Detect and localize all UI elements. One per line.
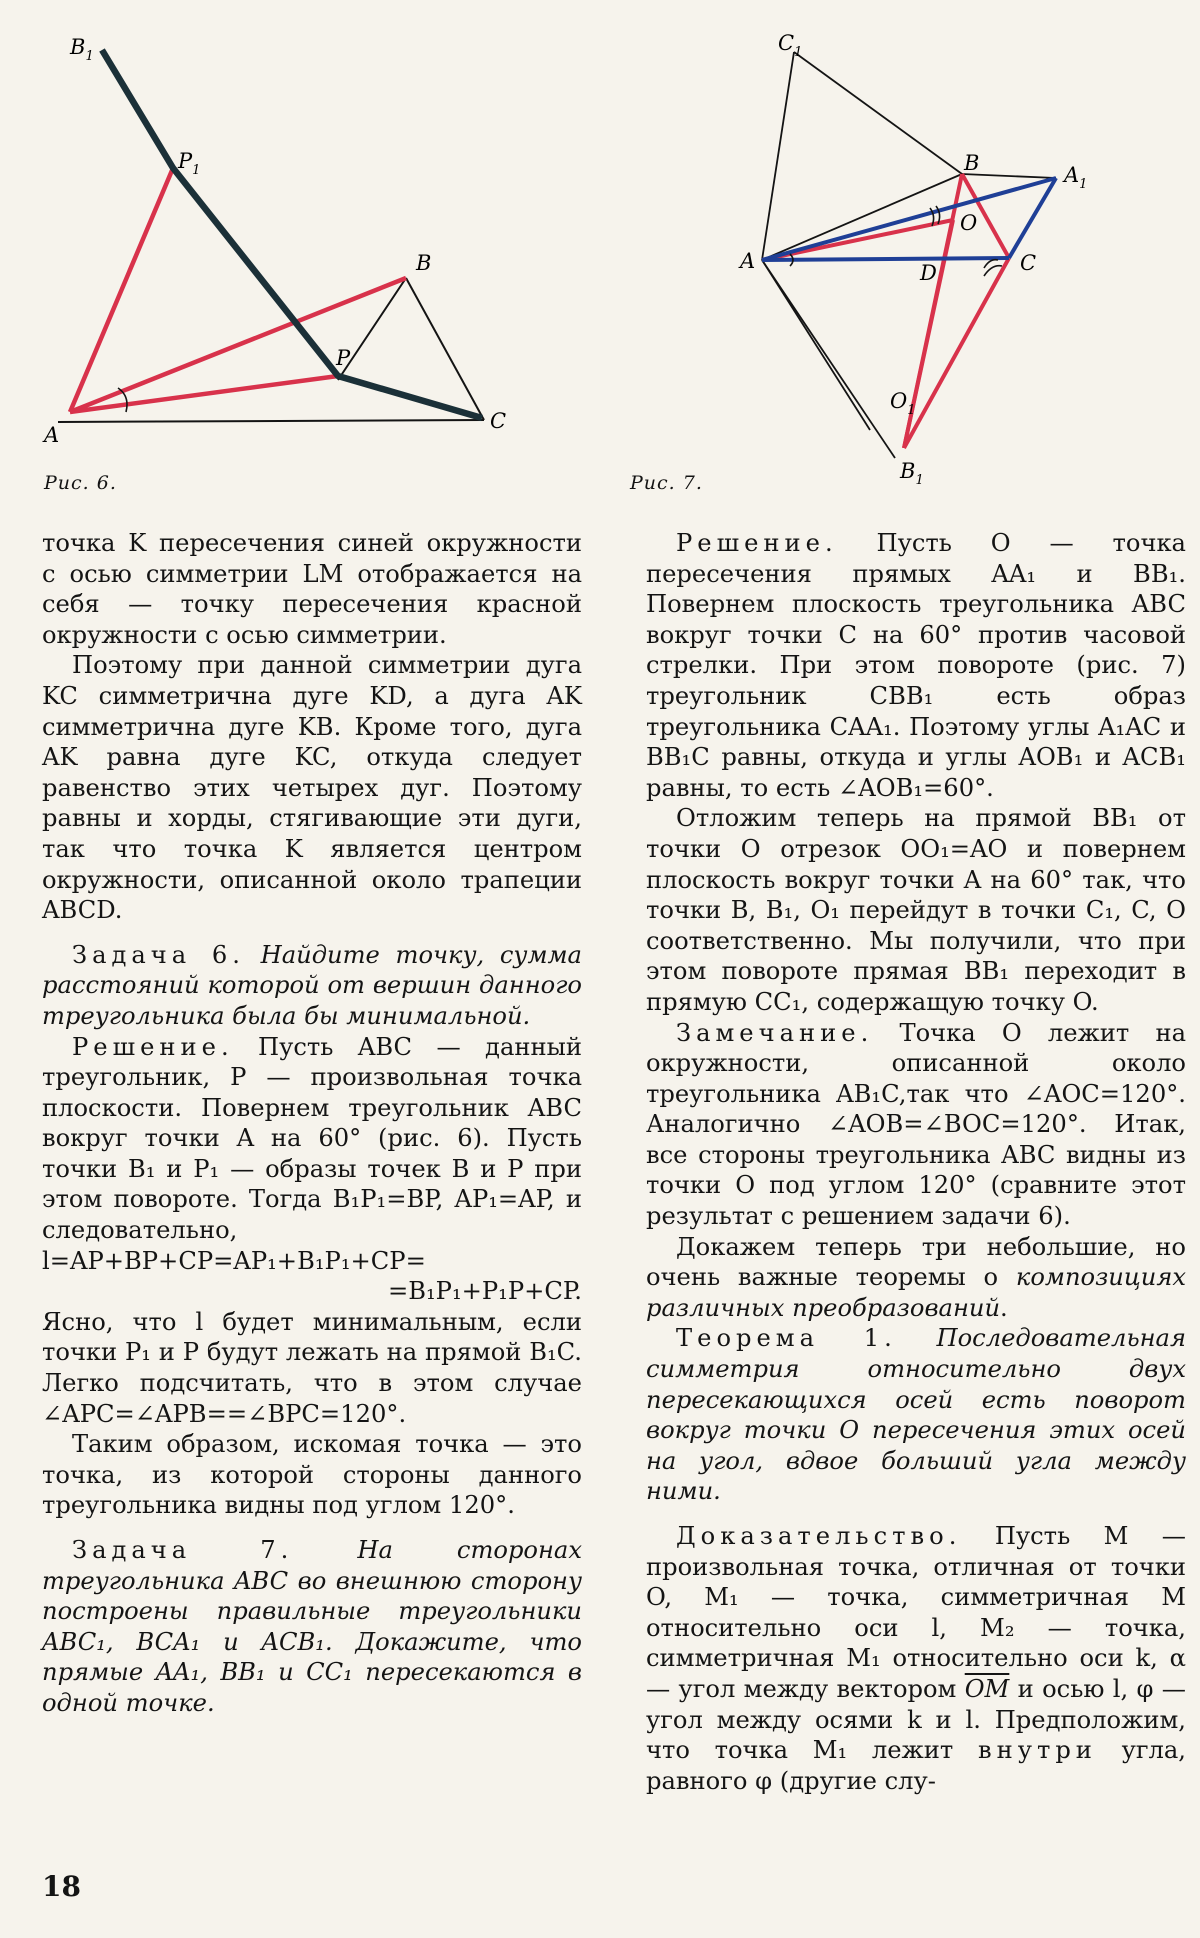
task-7-solution bbox=[646, 528, 1186, 803]
label-a1: $A_1$ bbox=[1064, 163, 1088, 192]
task-7-head: Задача 7. bbox=[72, 1536, 294, 1564]
label-d: D bbox=[920, 261, 937, 285]
task-7-statement: На сторонах треугольника ABC во внешнюю сторону построены правильные треугольники ABC₁, BCA₁ и ACB₁. Докажите, что прямые AA₁, BB₁ и CC₁ пересекаются в одной точке. bbox=[42, 1536, 582, 1717]
figure-7 bbox=[740, 30, 1130, 490]
label-p1: $P_1$ bbox=[178, 149, 201, 178]
formula bbox=[42, 1246, 582, 1307]
formula-line-2: =B₁P₁+P₁P+CP. bbox=[387, 1277, 582, 1306]
solution-text: Пусть ABC — данный треугольник, P — произвольная точка плоскости. Повернем треугольник ABC вокруг точки A на 60° (рис. 6). Пусть точки B₁ и P₁ — образы точек B и P при этом повороте. Тогда B₁P₁=BP, AP₁=AP, и следовательно, bbox=[42, 1032, 582, 1245]
vector-om: $\overline{OM}$ bbox=[964, 1674, 1010, 1703]
remark bbox=[646, 1018, 1186, 1232]
paragraph: Отложим теперь на прямой BB₁ от точки O отрезок OO₁=AO и повернем плоскость вокруг точки A на 60° так, что точки B, B₁, O₁ перейдут в точки C₁, C, O соответственно. Мы получили, что при этом повороте прямая BB₁ переходит в прямую CC₁, содержащую точку O. bbox=[646, 804, 1186, 1016]
label-b1: $B_1$ bbox=[70, 35, 94, 64]
page-number: 18 bbox=[42, 1870, 81, 1903]
label-o1: $O_1$ bbox=[890, 389, 916, 418]
label-a: A bbox=[740, 249, 756, 273]
paragraph: Таким образом, искомая точка — это точка, из которой стороны данного треугольника видны под углом 120°. bbox=[42, 1430, 582, 1520]
task-7 bbox=[42, 1535, 582, 1719]
solution-head: Решение. bbox=[72, 1032, 234, 1061]
label-b: B bbox=[416, 251, 432, 275]
red-segments bbox=[70, 168, 406, 412]
text: . bbox=[1000, 1293, 1008, 1322]
text-italic: композициях различных преобразований bbox=[646, 1263, 1186, 1322]
label-a: A bbox=[44, 423, 60, 447]
dark-path-b1-p1-p-c bbox=[102, 50, 482, 418]
paragraph: Поэтому при данной симметрии дуга KC симметрична дуге KD, а дуга AK симметрична дуге KB. Кроме того, дуга AK равна дуге KC, откуда следует равенство этих четырех дуг. Поэтому равны и хорды, стягивающие эти дуги, так что точка K является центром окружности, описанной около трапеции ABCD. bbox=[42, 651, 582, 925]
label-c1: $C_1$ bbox=[778, 31, 803, 60]
blue-lines bbox=[762, 178, 1056, 260]
label-o: O bbox=[960, 211, 978, 235]
proof-text: Пусть M — произвольная точка, отличная от точки O, M₁ — точка, симметричная M относительно оси l, M₂ — точка, симметричная M₁ относительно оси k, α — угол между вектором bbox=[646, 1522, 1186, 1703]
paragraph: точка K пересечения синей окружности с осью симметрии LM отображается на себя — точку пересечения красной окружности с осью симметрии. bbox=[42, 529, 582, 649]
text: Докажем теперь три небольшие, но очень важные теоремы о bbox=[646, 1232, 1186, 1292]
task-6-solution bbox=[42, 1032, 582, 1246]
theorem-text: Последовательная симметрия относительно двух пересекающихся осей есть поворот вокруг точки O пересечения этих осей на угол, вдвое больший угла между ними. bbox=[646, 1324, 1186, 1506]
figure-7-caption: Рис. 7. bbox=[630, 472, 703, 494]
right-column bbox=[646, 528, 1186, 1796]
formula-line-1: l=AP+BP+CP=AP₁+B₁P₁+CP= bbox=[42, 1246, 426, 1275]
label-c: C bbox=[490, 409, 507, 433]
spaced-word: внутри bbox=[977, 1736, 1097, 1765]
task-6-head: Задача 6. bbox=[72, 940, 245, 969]
left-column bbox=[42, 528, 582, 1719]
paragraph bbox=[646, 1232, 1186, 1324]
figure-6-caption: Рис. 6. bbox=[44, 472, 117, 494]
label-c: C bbox=[1020, 251, 1037, 275]
label-b: B bbox=[964, 151, 980, 175]
label-b1: $B_1$ bbox=[900, 459, 924, 488]
proof-text: угла, равного φ (другие слу- bbox=[646, 1736, 1186, 1795]
proof bbox=[646, 1521, 1186, 1796]
figure-6 bbox=[30, 20, 507, 447]
proof-head: Доказательство. bbox=[676, 1522, 962, 1550]
remark-head: Замечание. bbox=[676, 1018, 874, 1047]
task-6 bbox=[42, 940, 582, 1032]
solution-text: Пусть O — точка пересечения прямых AA₁ и BB₁. Повернем плоскость треугольника ABC вокруг точки C на 60° против часовой стрелки. При этом повороте (рис. 7) треугольник CBB₁ есть образ треугольника CAA₁. Поэтому углы A₁AC и BB₁C равны, откуда и углы AOB₁ и ACB₁ равны, то есть ∠AOB₁=60°. bbox=[646, 529, 1186, 802]
label-p: P bbox=[336, 346, 351, 370]
solution-head: Решение. bbox=[676, 529, 838, 557]
paragraph: Ясно, что l будет минимальным, если точки P₁ и P будут лежать на прямой B₁C. Легко подсчитать, что в этом случае ∠APC=∠APB==∠BPC=120°. bbox=[42, 1307, 582, 1428]
theorem-head: Теорема 1. bbox=[676, 1324, 897, 1353]
proof-text: и осью l, φ — угол между осями k и l. Предположим, что точка M₁ лежит bbox=[646, 1674, 1186, 1765]
theorem-1 bbox=[646, 1323, 1186, 1507]
task-6-statement: Найдите точку, сумма расстояний которой от вершин данного треугольника была бы минимальной. bbox=[42, 940, 582, 1030]
remark-text: Точка O лежит на окружности, описанной около треугольника AB₁C,так что ∠AOC=120°. Аналогично ∠AOB=∠BOC=120°. Итак, все стороны треугольника ABC видны из точки O под углом 120° (сравните этот результат с решением задачи 6). bbox=[646, 1018, 1186, 1231]
